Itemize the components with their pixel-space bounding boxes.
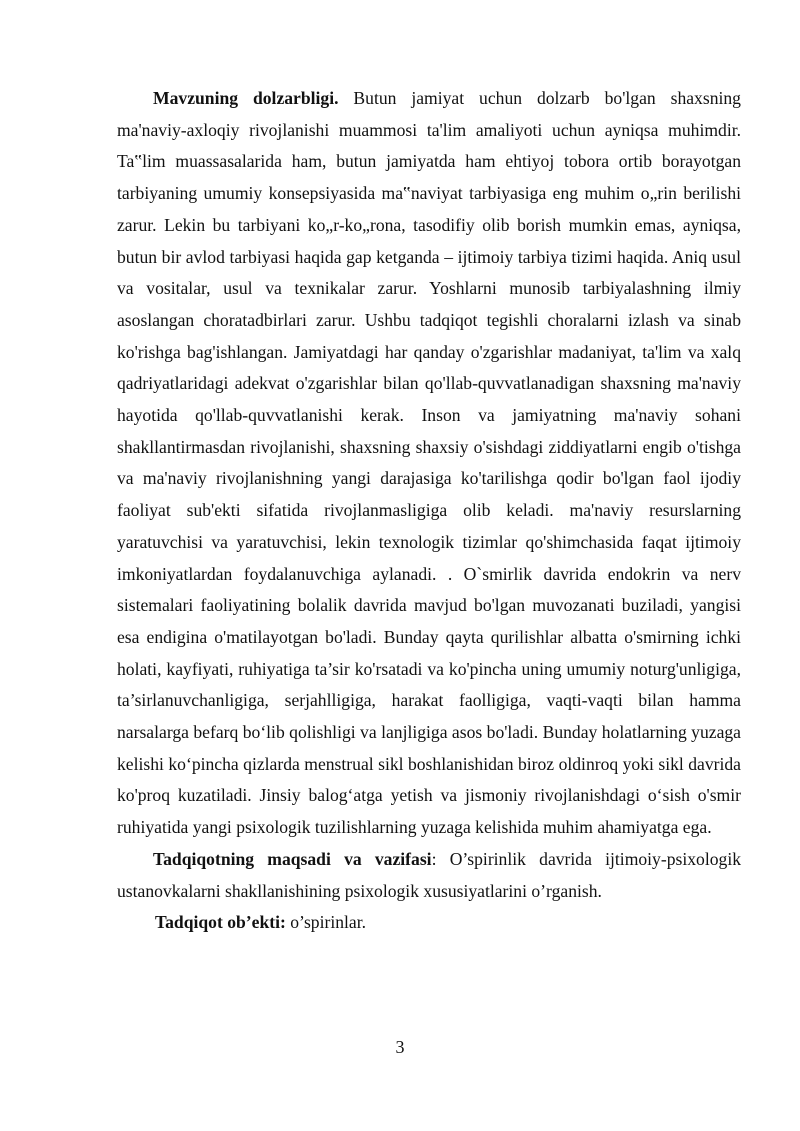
paragraph-text-goal: : O’spirinlik davrida ijtimoiy-psixologik ustanovkalarni shakllanishining psixologik xususiyatlarini o’rganish. [117, 848, 742, 901]
paragraph-text-object: o’spirinlar. [285, 912, 367, 933]
paragraph-heading-goal: Tadqiqotning maqsadi va vazifasi [153, 848, 432, 869]
paragraph-object [117, 907, 741, 939]
paragraph-heading-relevance: Mavzuning dolzarbligi. [153, 88, 339, 108]
paragraph-goal [117, 844, 741, 907]
paragraph-text-relevance: Butun jamiyat uchun dolzarb bo'lgan shaxsning ma'naviy-axloqiy rivojlanishi muammosi ta'lim amaliyoti uchun ayniqsa muhimdir. Ta‟lim muassasalarida ham, butun jamiyatda ham ehtiyoj tobora ortib borayotgan tarbiyaning umumiy konsepsiyasida ma‟naviyat tarbiyasiga eng muhim o„rin berilishi zarur. Lekin bu tarbiyani ko„r-ko„rona, tasodifiy olib borish mumkin emas, ayniqsa, butun bir avlod tarbiyasi haqida gap ketganda – ijtimoiy tarbiya tizimi haqida. Aniq usul va vositalar, usul va texnikalar zarur. Yoshlarni munosib tarbiyalashning ilmiy asoslangan choratadbirlari zarur. Ushbu tadqiqot tegishli choralarni izlash va sinab ko'rishga bag'ishlangan. Jamiyatdagi har qanday o'zgarishlar madaniyat, ta'lim va xalq qadriyatlaridagi adekvat o'zgarishlar bilan qo'llab-quvvatlanadigan shaxsning ma'naviy hayotida qo'llab-quvvatlanishi kerak. Inson va jamiyatning ma'naviy sohani shakllantirmasdan rivojlanishi, shaxsning shaxsiy o'sishdagi ziddiyatlarni engib o'tishga va ma'naviy rivojlanishning yangi darajasiga ko'tarilishga qodir bo'lgan faol ijodiy faoliyat sub'ekti sifatida rivojlanmasligiga olib keladi. ma'naviy resurslarning yaratuvchisi va yaratuvchisi, lekin texnologik tizimlar qo'shimchasida faqat ijtimoiy imkoniyatlardan foydalanuvchiga aylanadi. . O`smirlik davrida endokrin va nerv sistemalari faoliyatining bolalik davrida mavjud bo'lgan muvozanati buziladi, yangisi esa endigina o'matilayotgan bo'ladi. Bunday qayta qurilishlar albatta o'smirning ichki holati, kayfiyati, ruhiyatiga ta’sir ko'rsatadi va ko'pincha uning umumiy noturg'unligiga, ta’sirlanuvchanligiga, serjahlligiga, harakat faolligiga, vaqti-vaqti bilan hamma narsalarga befarq bo‘lib qolishligi va lanjligiga asos bo'ladi. Bunday holatlarning yuzaga kelishi ko‘pincha qizlarda menstrual sikl boshlanishidan biroz oldinroq yoki sikl davrida ko'proq kuzatiladi. Jinsiy balog‘atga yetish va jismoniy rivojlanishdagi o‘sish o'smir ruhiyatida yangi psixologik tuzilishlarning yuzaga kelishida muhim ahamiyatga ega. [117, 88, 741, 838]
paragraph-heading-object: Tadqiqot ob’ekti: [155, 912, 286, 933]
document-body [117, 83, 741, 939]
paragraph-relevance [117, 83, 741, 844]
page-number: 3 [395, 1037, 405, 1057]
